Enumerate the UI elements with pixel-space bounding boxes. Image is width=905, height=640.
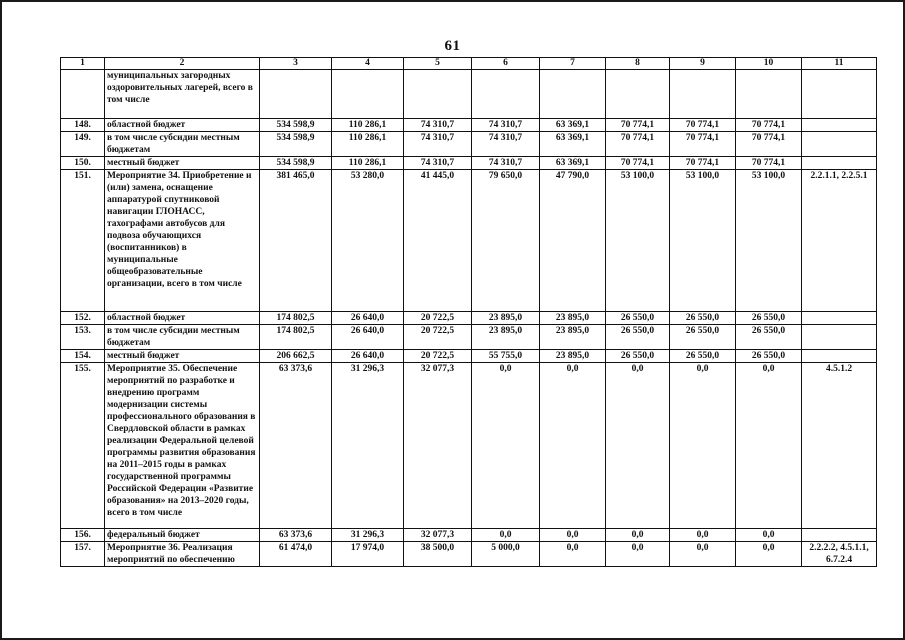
table-row [61, 350, 877, 363]
table-row [61, 119, 877, 132]
row-number: 157. [61, 542, 105, 567]
amount-cell: 26 550,0 [736, 350, 802, 363]
amount-cell: 70 774,1 [736, 132, 802, 157]
column-number-row [61, 58, 877, 70]
table-row [61, 132, 877, 157]
target-indicator-codes [802, 119, 877, 132]
amount-cell: 0,0 [472, 529, 540, 542]
amount-cell: 26 550,0 [670, 312, 736, 325]
amount-cell: 0,0 [472, 363, 540, 529]
amount-cell: 74 310,7 [472, 132, 540, 157]
amount-cell: 23 895,0 [472, 325, 540, 350]
amount-cell: 110 286,1 [332, 132, 404, 157]
row-description: областной бюджет [105, 119, 260, 132]
amount-cell: 26 550,0 [606, 350, 670, 363]
row-number: 150. [61, 157, 105, 170]
target-indicator-codes [802, 132, 877, 157]
amount-cell: 74 310,7 [404, 157, 472, 170]
column-header: 5 [404, 58, 472, 70]
row-description: федеральный бюджет [105, 529, 260, 542]
amount-cell: 63 369,1 [540, 119, 606, 132]
page-number: 61 [444, 38, 461, 54]
scan-border-left [0, 0, 2, 640]
amount-cell: 70 774,1 [736, 119, 802, 132]
amount-cell: 0,0 [540, 363, 606, 529]
amount-cell: 26 550,0 [736, 325, 802, 350]
target-indicator-codes [802, 312, 877, 325]
table-row [61, 170, 877, 312]
amount-cell: 20 722,5 [404, 312, 472, 325]
row-number [61, 70, 105, 119]
amount-cell: 110 286,1 [332, 157, 404, 170]
amount-cell: 53 280,0 [332, 170, 404, 312]
amount-cell: 63 369,1 [540, 157, 606, 170]
row-description: местный бюджет [105, 350, 260, 363]
row-number: 149. [61, 132, 105, 157]
target-indicator-codes [802, 70, 877, 119]
row-description: Мероприятие 34. Приобретение и (или) замена, оснащение аппаратурой спутниковой навигации ГЛОНАСС, тахографами автобусов для подвоза обучающихся (воспитанников) в муниципальные общеобразовательные организации, всего в том числе [105, 170, 260, 312]
row-number: 154. [61, 350, 105, 363]
amount-cell: 53 100,0 [606, 170, 670, 312]
amount-cell: 38 500,0 [404, 542, 472, 567]
amount-cell: 0,0 [606, 363, 670, 529]
amount-cell: 63 373,6 [260, 363, 332, 529]
row-number: 152. [61, 312, 105, 325]
amount-cell: 63 369,1 [540, 132, 606, 157]
amount-cell: 26 550,0 [670, 350, 736, 363]
column-header: 4 [332, 58, 404, 70]
row-number: 148. [61, 119, 105, 132]
target-indicator-codes [802, 350, 877, 363]
amount-cell: 23 895,0 [540, 312, 606, 325]
column-header: 6 [472, 58, 540, 70]
table-row [61, 542, 877, 567]
amount-cell: 31 296,3 [332, 529, 404, 542]
amount-cell: 0,0 [670, 542, 736, 567]
row-description: Мероприятие 36. Реализация мероприятий по обеспечению [105, 542, 260, 567]
amount-cell: 74 310,7 [472, 119, 540, 132]
amount-cell [260, 70, 332, 119]
amount-cell: 0,0 [736, 363, 802, 529]
row-number: 156. [61, 529, 105, 542]
target-indicator-codes: 4.5.1.2 [802, 363, 877, 529]
row-description: местный бюджет [105, 157, 260, 170]
amount-cell: 534 598,9 [260, 157, 332, 170]
amount-cell: 20 722,5 [404, 325, 472, 350]
amount-cell: 26 550,0 [606, 312, 670, 325]
amount-cell: 0,0 [670, 363, 736, 529]
amount-cell: 23 895,0 [540, 350, 606, 363]
amount-cell: 23 895,0 [472, 312, 540, 325]
amount-cell [670, 70, 736, 119]
amount-cell: 63 373,6 [260, 529, 332, 542]
row-description: Мероприятие 35. Обеспечение мероприятий по разработке и внедрению программ модернизации системы профессионального образования в Свердловской области в рамках реализации Федеральной целевой программы развития образования на 2011–2015 годы в рамках государственной программы Российской Федерации «Развитие образования» на 2013–2020 годы, всего в том числе [105, 363, 260, 529]
table-row [61, 70, 877, 119]
target-indicator-codes: 2.2.1.1, 2.2.5.1 [802, 170, 877, 312]
column-header: 1 [61, 58, 105, 70]
amount-cell [404, 70, 472, 119]
amount-cell: 534 598,9 [260, 132, 332, 157]
amount-cell: 70 774,1 [670, 157, 736, 170]
amount-cell: 26 550,0 [736, 312, 802, 325]
scan-border-top [0, 0, 905, 2]
amount-cell: 74 310,7 [404, 132, 472, 157]
amount-cell: 174 802,5 [260, 312, 332, 325]
row-description: областной бюджет [105, 312, 260, 325]
amount-cell: 26 640,0 [332, 312, 404, 325]
amount-cell: 534 598,9 [260, 119, 332, 132]
row-description: в том числе субсидии местным бюджетам [105, 325, 260, 350]
amount-cell [606, 70, 670, 119]
column-header: 2 [105, 58, 260, 70]
amount-cell [736, 70, 802, 119]
amount-cell: 0,0 [540, 529, 606, 542]
amount-cell [472, 70, 540, 119]
amount-cell: 0,0 [606, 542, 670, 567]
amount-cell: 70 774,1 [606, 119, 670, 132]
amount-cell: 32 077,3 [404, 363, 472, 529]
row-description: в том числе субсидии местным бюджетам [105, 132, 260, 157]
amount-cell [540, 70, 606, 119]
table-body [61, 70, 877, 567]
row-number: 151. [61, 170, 105, 312]
amount-cell: 47 790,0 [540, 170, 606, 312]
amount-cell: 74 310,7 [472, 157, 540, 170]
amount-cell: 70 774,1 [606, 132, 670, 157]
target-indicator-codes [802, 529, 877, 542]
amount-cell: 381 465,0 [260, 170, 332, 312]
column-header: 11 [802, 58, 877, 70]
amount-cell: 41 445,0 [404, 170, 472, 312]
amount-cell: 53 100,0 [670, 170, 736, 312]
amount-cell: 70 774,1 [670, 132, 736, 157]
amount-cell [332, 70, 404, 119]
amount-cell: 55 755,0 [472, 350, 540, 363]
amount-cell: 61 474,0 [260, 542, 332, 567]
amount-cell: 17 974,0 [332, 542, 404, 567]
amount-cell: 26 550,0 [670, 325, 736, 350]
amount-cell: 5 000,0 [472, 542, 540, 567]
row-description: муниципальных загородных оздоровительных лагерей, всего в том числе [105, 70, 260, 119]
amount-cell: 79 650,0 [472, 170, 540, 312]
amount-cell: 0,0 [736, 529, 802, 542]
column-header: 7 [540, 58, 606, 70]
amount-cell: 206 662,5 [260, 350, 332, 363]
amount-cell: 70 774,1 [606, 157, 670, 170]
amount-cell: 20 722,5 [404, 350, 472, 363]
amount-cell: 0,0 [670, 529, 736, 542]
table-row [61, 312, 877, 325]
amount-cell: 174 802,5 [260, 325, 332, 350]
column-header: 3 [260, 58, 332, 70]
target-indicator-codes [802, 157, 877, 170]
amount-cell: 0,0 [736, 542, 802, 567]
amount-cell: 26 640,0 [332, 350, 404, 363]
column-header: 8 [606, 58, 670, 70]
target-indicator-codes [802, 325, 877, 350]
amount-cell: 53 100,0 [736, 170, 802, 312]
amount-cell: 26 640,0 [332, 325, 404, 350]
amount-cell: 0,0 [540, 542, 606, 567]
amount-cell: 0,0 [606, 529, 670, 542]
row-number: 155. [61, 363, 105, 529]
table-row [61, 363, 877, 529]
amount-cell: 70 774,1 [670, 119, 736, 132]
row-number: 153. [61, 325, 105, 350]
amount-cell: 31 296,3 [332, 363, 404, 529]
amount-cell: 23 895,0 [540, 325, 606, 350]
amount-cell: 70 774,1 [736, 157, 802, 170]
table-row [61, 325, 877, 350]
table-row [61, 529, 877, 542]
amount-cell: 26 550,0 [606, 325, 670, 350]
table-row [61, 157, 877, 170]
amount-cell: 74 310,7 [404, 119, 472, 132]
column-header: 10 [736, 58, 802, 70]
column-header: 9 [670, 58, 736, 70]
amount-cell: 110 286,1 [332, 119, 404, 132]
target-indicator-codes: 2.2.2.2, 4.5.1.1, 6.7.2.4 [802, 542, 877, 567]
amount-cell: 32 077,3 [404, 529, 472, 542]
budget-table [60, 57, 877, 567]
